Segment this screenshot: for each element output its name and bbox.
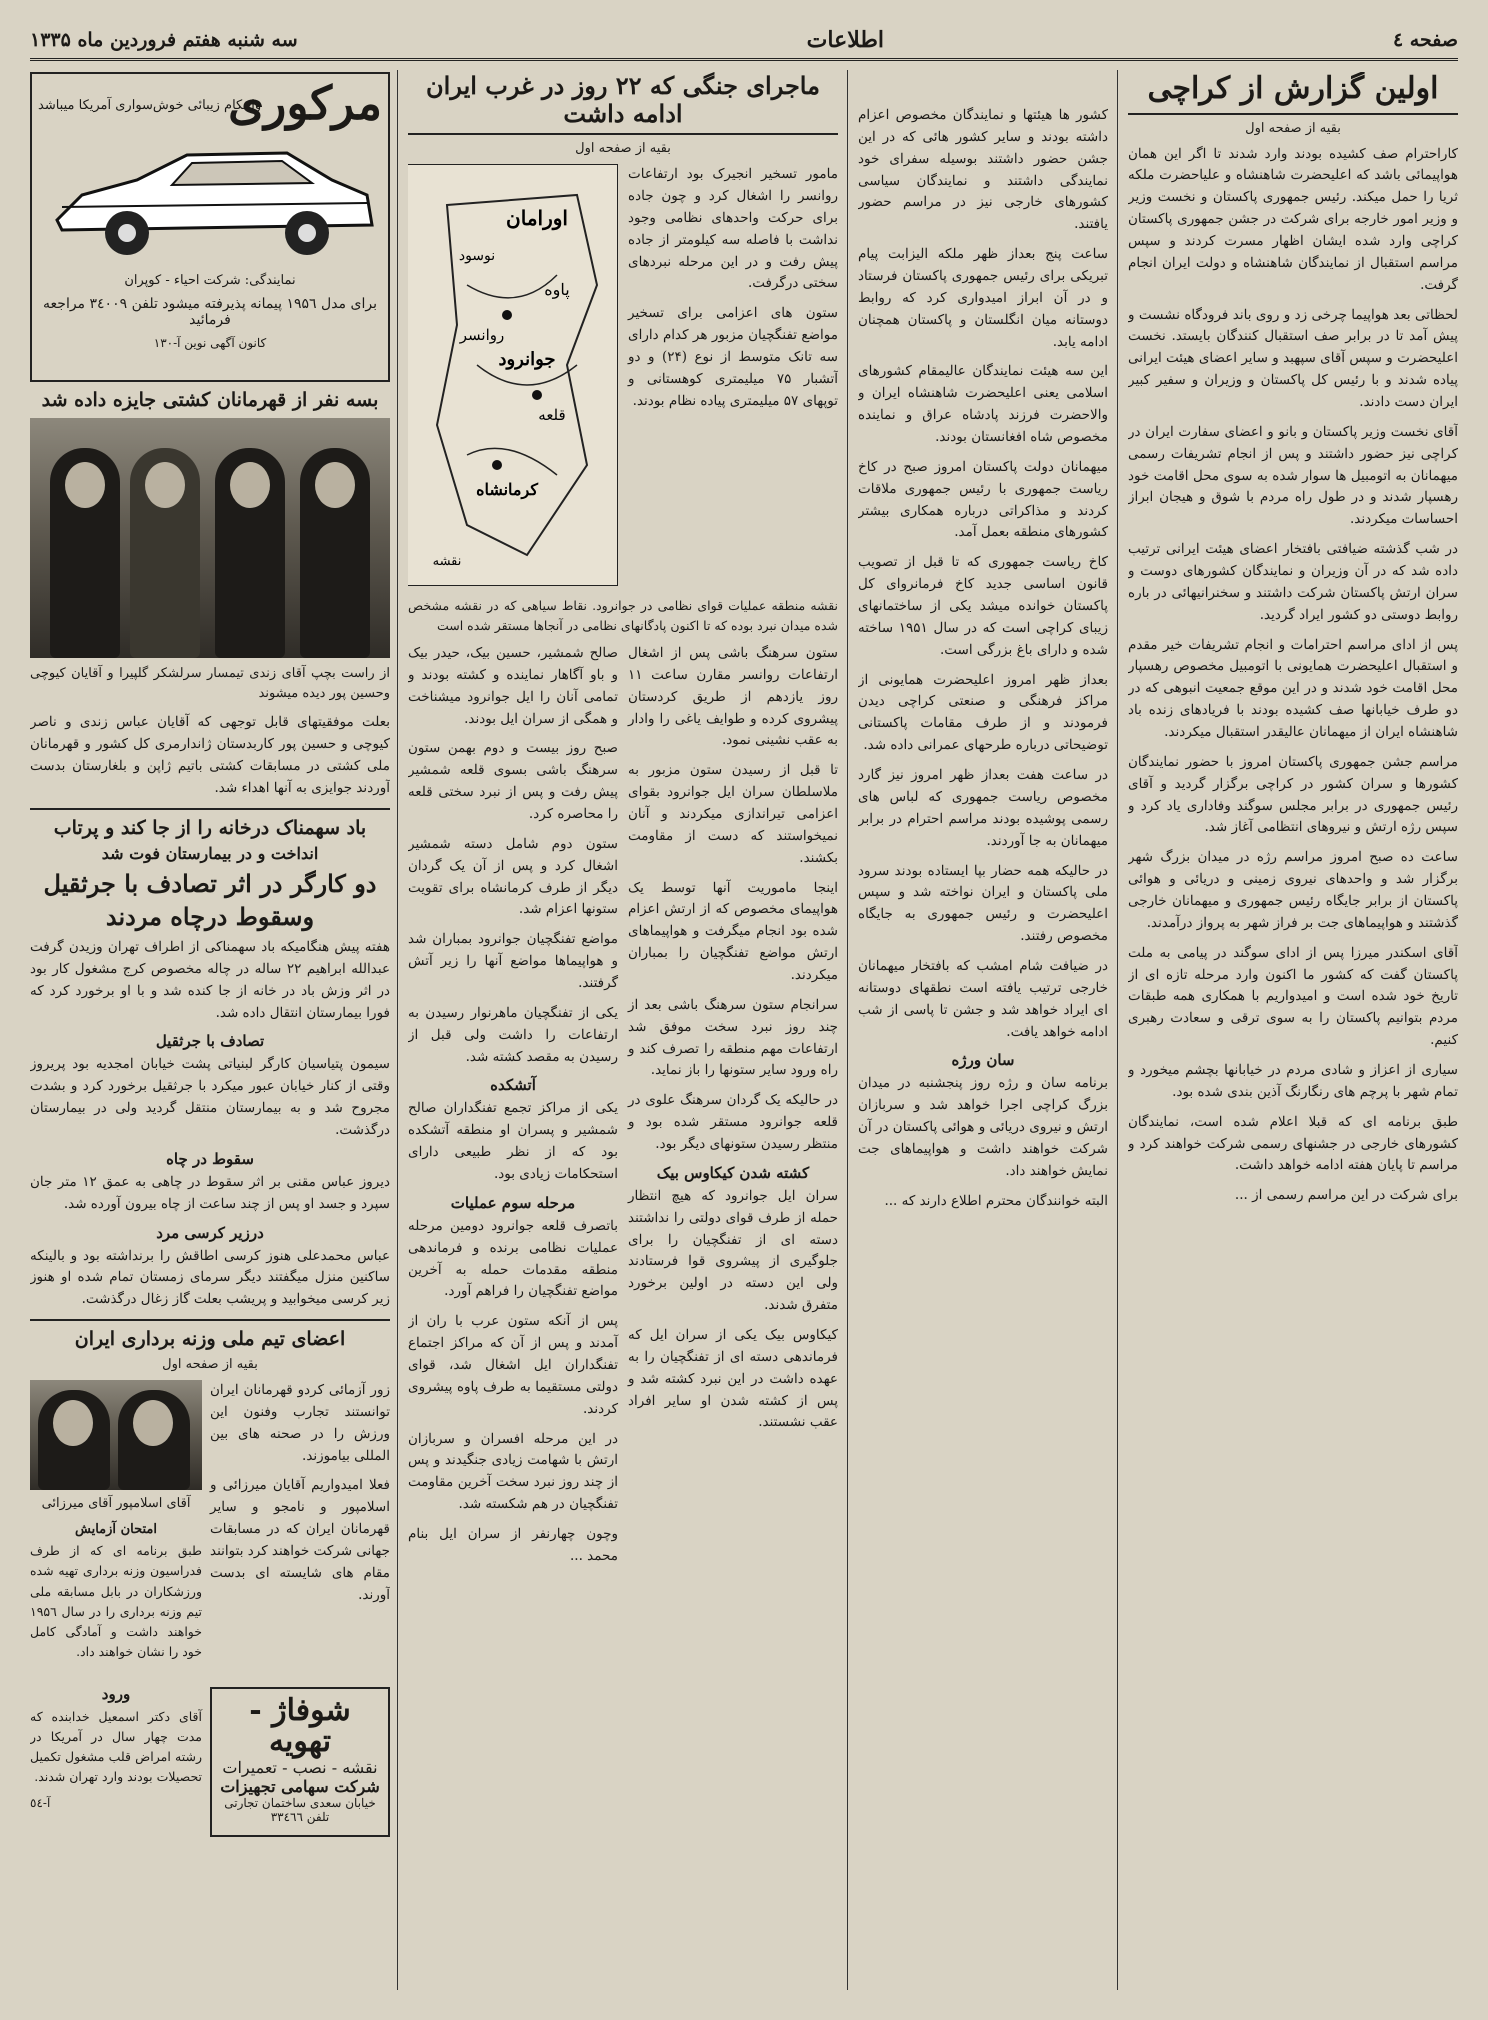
column-left [30, 72, 390, 1990]
karachi-paragraph: طبق برنامه ای که قبلا اعلام شده است، نمایندگان کشورهای خارجی در جشنهای رسمی شرکت خواهند کرد و مراسم تا پایان هفته ادامه خواهد داشت. [1128, 1113, 1458, 1174]
well-paragraph: دیروز عباس مقنی بر اثر سقوط در چاهی به عمق ۱۲ متر جان سپرد و جسد او پس از چند ساعت از چاه بیرون آورده شد. [30, 1173, 390, 1212]
war-paragraph: صبح روز بیست و دوم بهمن ستون سرهنگ باشی بسوی قلعه شمشیر پیش رفت و پس از نبرد سختی قلعه را محاصره کرد. [408, 740, 618, 822]
heating-ad-title: شوفاژ - تهویه [249, 1692, 351, 1760]
mercury-dealer: نمایندگی: شرکت احیاء - کوپران [124, 273, 296, 288]
map-dot [492, 460, 502, 470]
war-paragraph: کیکاوس بیک یکی از سران ایل که فرماندهی دسته ای از تفنگچیان را به عهده داشت در این نبرد کشته شد و پس از کشته شدن او سایر افراد عقب نشستند. [628, 1327, 838, 1431]
war-paragraph: ستون های اعزامی برای تسخیر مواضع تفنگچیان مزبور هر کدام دارای سه تانک متوسط از نوع (۲۴) و دو آتشبار ۷۵ میلیمتری کوهستانی و توپهای ۵۷ میلیمتری پیاده نظام بودند. [628, 305, 838, 409]
war-paragraph: سرانجام ستون سرهنگ باشی بعد از چند روز نبرد سخت موفق شد ارتفاعات مهم منطقه را تصرف کند و راه ورود سایر ستونها را باز نماید. [628, 996, 838, 1079]
karachi-paragraph: در ساعت هفت بعداز ظهر امروز نیز گارد مخصوص ریاست جمهوری که لباس های رسمی پوشیده بودند مراسم احترام در برابر میهمانان به جا آوردند. [858, 767, 1108, 849]
continued-label: بقیه از صفحه اول [162, 1357, 258, 1372]
karachi-paragraph: ساعت ده صبح امروز مراسم رژه در میدان بزرگ شهر برگزار شد و واحدهای نیروی زمینی و دریائی و هوائی پاکستان از برابر جایگاه رئیس جمهوری و میهمانان خارجی گذشتند و هواپیماهای جت بر فراز شهر به پرواز درآمدند. [1128, 849, 1458, 931]
subheading-well: سقوط در چاه [166, 1149, 254, 1168]
column-war-story [408, 72, 838, 1990]
heating-ad-services: نقشه - نصب - تعمیرات [222, 1757, 378, 1777]
map-label: نوسود [458, 248, 496, 265]
well-headline: وسقوط درچاه مردند [105, 902, 315, 932]
karachi-paragraph: البته خوانندگان محترم اطلاع دارند که ... [884, 1192, 1108, 1209]
map-label: پاوه [544, 280, 570, 300]
war-paragraph: باتصرف قلعه جوانرود دومین مرحله عملیات نظامی برنده و فرماندهی منطقه مقدمات حمله به آخرین مواضع تفنگچیان را فراهم آورد. [408, 1217, 618, 1300]
karachi-paragraph: در ضیافت شام امشب که بافتخار میهمانان خارجی ترتیب یافته است نطقهای دوستانه ای ایراد خواهد شد و جشن تا پاسی از شب ادامه خواهد یافت. [858, 957, 1108, 1040]
map-dot [502, 310, 512, 320]
mercury-order-info: برای مدل ۱۹۵٦ پیمانه پذیرفته میشود تلفن ۳٤۰۰۹ مراجعه فرمائید [43, 296, 377, 328]
war-paragraph: یکی از تفنگچیان ماهرنوار رسیدن به ارتفاعات را داشت ولی قبل از رسیدن به مقصد کشته شد. [408, 1004, 618, 1065]
map-caption: نقشه منطقه عملیات قوای نظامی در جوانرود. نقاط سیاهی که در نقشه مشخص شده میدان نبرد بوده که تا اکنون پادگانهای نظامی در آنجاها مستقر شده است [408, 598, 838, 633]
korsi-paragraph: عباس محمدعلی هنوز کرسی اطاقش را برنداشته بود و بالینکه ساکنین منزل میگفتند دیگر سرمای زمستان تمام شده او هنوز زیر کرسی میخوابید و پریشب بعلت گاز زغال درگذشت. [30, 1247, 390, 1308]
masthead [30, 22, 1458, 61]
map-label: روانسر [459, 326, 505, 345]
karachi-paragraph: سیاری از اعزاز و شادی مردم در خیابانها بچشم میخورد و تمام شهر با پرچم های رنگارنگ آذین بندی شده بود. [1128, 1062, 1458, 1100]
war-paragraph: در این مرحله افسران و سربازان ارتش با شهامت زیادی جنگیدند و پس از چند روز نبرد سخت آخرین مقاومت تفنگچیان در هم شکسته شد. [408, 1430, 618, 1513]
weightlifters-photo-caption: آقای اسلامپور آقای میرزائی [41, 1496, 191, 1511]
article-title-karachi: اولین گزارش از کراچی [1128, 72, 1458, 115]
war-paragraph: ستون سرهنگ باشی پس از اشغال ارتفاعات روانسر مقارن ساعت ۱۱ روز یازدهم از طریق کردستان پیشروی کرده و طوایف یاغی را وادار به عقب نشینی نمود. [628, 644, 838, 749]
war-paragraph: سران ایل جوانرود که هیچ انتظار حمله از طرف قوای دولتی را نداشتند دسته ای از تفنگچیان را برای جلوگیری از پیشروی قوا فرستادند ولی این دسته در اولین برخورد متفرق شدند. [628, 1187, 838, 1314]
karachi-paragraph: کشور ها هیئتها و نمایندگان مخصوص اعزام داشته بودند و سایر کشور هائی که در این جشن حضور داشتند بوسیله سفرای خود نمایندگی داشتند و نمایندگان سیاسی کشورهای خارجی نیز در مراسم حضور یافتند. [858, 107, 1108, 233]
weightlifting-paragraph: زور آزمائی کردو قهرمانان ایران توانستند تجارب وفنون این ورزش را در صحنه های بین المللی بیاموزند. [210, 1382, 390, 1464]
war-paragraph: وچون چهارنفر از سران ایل بنام محمد ... [408, 1526, 618, 1564]
war-paragraph: اینجا ماموریت آنها توسط یک هواپیمای مخصوص که از ارتش اعزام شده بود انجام میگرفت و هواپیماهای ارتش مواضع تفنگچیان را بمباران میکردند. [628, 879, 838, 983]
war-paragraph: پس از آنکه ستون عرب با ران از آمدند و پس از آن که مراکز اجتماع تفنگداران ایل اشغال شد، قوای دولتی مستقیما به طرف پاوه پیشروی کردند. [408, 1313, 618, 1417]
mercury-ad-code: کانون آگهی نوین آ-۱۳۰ [153, 336, 267, 350]
paper-name: اطلاعات [806, 27, 884, 53]
car-illustration [42, 125, 382, 275]
map-roads [467, 275, 577, 475]
subheading-test: امتحان آزمایش [75, 1522, 157, 1538]
crane-paragraph: سیمون پتیاسیان کارگر لبنیاتی پشت خیابان امجدیه بود پریروز وقتی از کنار خیابان عبور میکرد با جرثقیل برخورد کرد و بشدت مجروح شد و به بیمارستان منتقل گردید ولی در بیمارستان درگذشت. [30, 1056, 390, 1138]
map-label: نقشه [432, 554, 462, 570]
karachi-paragraph: ساعت پنج بعداز ظهر ملکه الیزابت پیام تبریکی برای رئیس جمهوری پاکستان فرستاد و در آن ابراز امیدواری کرد که روابط دوستانه میان انگلستان و پاکستان همچنان ادامه یابد. [858, 246, 1108, 350]
wrestlers-photo-caption: از راست بچپ آقای زندی تیمسار سرلشکر گلپیرا و آقایان کیوچی وحسین پور دیده میشوند [30, 665, 390, 701]
map-dot [532, 390, 542, 400]
war-paragraph: صالح شمشیر، حسین بیک، حیدر بیک و باو آگاهار نماینده و کشته بودند و تمامی آنان را ایل جوانرود میشناخت و همگی از سران ایل بودند. [408, 644, 618, 727]
war-subcolumn-right-lower [628, 643, 838, 1576]
weightlifters-photo [30, 1380, 202, 1490]
issue-date: سه شنبه هفتم فروردین ماه ۱۳۳۵ [30, 29, 298, 51]
war-paragraph: مواضع تفنگچیان جوانرود بمباران شد و هواپیماها مواضع آنها را زیر آتش گرفتند. [408, 931, 618, 991]
war-subcolumn-right [628, 164, 838, 590]
weightlifting-paragraph: فعلا امیدواریم آقایان میرزائی و اسلامپور و نامجو و سایر قهرمانان ایران که در مسابقات جهانی شرکت خواهند کرد بتوانند مقام های شایسته ای بدست آورند. [209, 1477, 390, 1603]
war-paragraph: یکی از مراکز تجمع تفنگداران صالح شمشیر و پسران او منطقه آتشکده بود که از نظر طبیعی دارای استحکامات زیادی بود. [408, 1100, 618, 1182]
crane-headline: دو کارگر در اثر تصادف با جرثقیل [43, 868, 377, 898]
weightlifting-title: اعضای تیم ملی وزنه برداری ایران [74, 1328, 346, 1351]
map-panel [408, 164, 618, 590]
heating-ad [210, 1687, 390, 1837]
section-heading-parade: سان ورژه [951, 1051, 1015, 1070]
subheading-atashkadeh: آتشکده [490, 1076, 536, 1095]
mercury-ad [30, 72, 390, 382]
war-paragraph: در حالیکه یک گردان سرهنگ علوی در قلعه جوانرود مستقر شده بود و منتظر رسیدن ستونهای دیگر بود. [628, 1092, 838, 1152]
war-paragraph: ستون دوم شامل دسته شمشیر اشغال کرد و پس از آن یک گردان دیگر از طرف کرمانشاه برای تقویت ستونها اعزام شد. [408, 835, 618, 918]
subheading-third-phase: مرحله سوم عملیات [450, 1193, 576, 1212]
column-rule [847, 70, 848, 1990]
map-label: قلعه [538, 406, 566, 425]
karachi-paragraph: میهمانان دولت پاکستان امروز صبح در کاخ ریاست جمهوری با رئیس جمهوری ملاقات کردند و مذاکراتی درباره همکاری بیشتر کشورهای منطقه بعمل آمد. [858, 458, 1108, 541]
subheading-crane: تصادف با جرثقیل [155, 1032, 265, 1051]
karachi-paragraph: آقای نخست وزیر پاکستان و بانو و اعضای سفارت ایران در کراچی نیز حضور داشتند و پس از انجام تشریفات رسمی میهمانان به اتومبیل ها سوار شده به سوی محل اقامت خود رهسپار شدند و در طول راه مردم با شوق و هیجان ابراز احساسات میکردند. [1128, 423, 1458, 528]
karachi-paragraph: برنامه سان و رژه روز پنجشنبه در میدان بزرگ کراچی اجرا خواهد شد و سربازان ارتش و نیروی دریائی و هوائی پاکستان در آن شرکت خواهند داشت و هواپیماهای جت نمایش خواهند داد. [858, 1075, 1108, 1179]
karachi-paragraph: در شب گذشته ضیافتی بافتخار اعضای هیئت ایرانی ترتیب داده شد که در آن وزیران و نمایندگان کشورهای دوست و سران ارتش پاکستان شرکت داشتند و سخنرانیهائی در باره روابط دوستی دو کشور ایراد گردید. [1128, 541, 1458, 623]
column-karachi [1128, 72, 1458, 1990]
war-paragraph: تا قبل از رسیدن ستون مزبور به ملاسلطان سران ایل جوانرود بقوای اعزامی تیراندازی میکردند و آنان نمیخواستند که دست از مقاومت بکشند. [628, 762, 838, 866]
karachi-paragraph: مراسم جشن جمهوری پاکستان امروز با حضور نمایندگان کشورها و سران کشور در کراچی برگزار گردید و آقای رئیس جمهوری در برابر مجلس سوگند وفاداری یاد کرد و سپس رژه ارتش و نیروهای انتظامی آغاز شد. [1128, 753, 1458, 836]
karachi-paragraph: آقای اسکندر میرزا پس از ادای سوگند در پیامی به ملت پاکستان گفت که کشور ما اکنون وارد مرحله تازه ای از تاریخ خود شده است و امیدواریم با همکاری همه طبقات مردم بتوانیم پاکستان را به سوی ترقی و سعادت رهبری کنیم. [1128, 944, 1458, 1049]
heating-ad-address: خیابان سعدی ساختمان تجارتی تلفن ۳۳٤٦٦ [224, 1795, 376, 1824]
war-paragraph: مامور تسخیر انجیرک بود ارتفاعات روانسر را اشغال کرد و چون جاده برای حرکت واحدهای نظامی وجود نداشت با فاصله سه کیلومتر از جاده پیش رفت و در این مرحله نبردهای سختی درگرفت. [628, 166, 838, 292]
arrival-paragraph: آقای دکتر اسمعیل خدابنده که مدت چهار سال در آمریکا در رشته امراض قلب مشغول تکمیل تحصیلات بودند وارد تهران شدند. [30, 1708, 202, 1785]
heating-ad-company: شرکت سهامی تجهیزات [220, 1776, 380, 1796]
karachi-paragraph: برای شرکت در این مراسم رسمی از ... [1234, 1187, 1458, 1204]
karachi-paragraph: پس از ادای مراسم احترامات و انجام تشریفات خیر مقدم و استقبال اعلیحضرت همایونی با اتومبیل مخصوص رهسپار محل اقامت خود شدند و در این موقع جمعیت انبوهی که در دو طرف خیابانها صف کشیده بودند با فریادهای زنده باد شاهنشاه ایران از میهمانان عالیقدر استقبال میکردند. [1128, 636, 1458, 740]
column-rule [397, 70, 398, 1990]
map-label: کرمانشاه [476, 480, 538, 500]
wind-headline: باد سهمناک درخانه را از جا کند و پرتاب [53, 816, 367, 839]
map-label: جوانرود [498, 349, 556, 371]
mercury-tagline: واحکام زیبائی خوش‌سواری آمریکا میباشد [38, 98, 262, 113]
karachi-paragraph: این سه هیئت نمایندگان عالیمقام کشورهای اسلامی یعنی اعلیحضرت شاهنشاه ایران و والاحضرت فرزند پادشاه عراق و نماینده مخصوص شاه افغانستان بودند. [858, 363, 1108, 446]
war-subcolumn-left [408, 643, 618, 1576]
karachi-paragraph: کاخ ریاست جمهوری که تا قبل از تصویب قانون اساسی جدید کاخ فرمانروای کل پاکستان خوانده میشد یکی از ساختمانهای زیبای کراچی است که در سال ۱۹۵۱ ساخته شده و دارای باغ بزرگی است. [858, 554, 1108, 658]
section-divider [30, 808, 390, 810]
mercury-brand: مرکوری [228, 76, 382, 130]
wrestlers-photo [30, 418, 390, 658]
karachi-paragraph: کاراحترام صف کشیده بودند وارد شدند تا اگر این همان هواپیمائی باشد که اعلیحضرت شاهنشاه و علیاحضرت ملکه ثریا را حمل میکند. رئیس جمهوری پاکستان و نخست وزیر و وزیر امور خارجه برای شرکت در جشن جمهوری پاکستان کراچی وارد شده ایشان اظهار مسرت کردند و سپس مراسم استقبال از نمایندگان شاهنشاه و دولت ایران انجام گرفت. [1128, 145, 1458, 293]
subheading-kaykavus: کشته شدن کیکاوس بیک [656, 1163, 810, 1182]
award-title: بسه نفر از قهرمانان کشتی جایزه داده شد [41, 389, 379, 411]
karachi-paragraph: در حالیکه همه حضار بپا ایستاده بودند سرود ملی پاکستان و ایران نواخته شد و سپس اعلیحضرت و رئیس جمهوری به جایگاه مخصوص رفتند. [858, 862, 1108, 945]
map-label: اورامان [506, 206, 568, 231]
column-rule [1117, 70, 1118, 1990]
test-paragraph: طبق برنامه ای که از طرف فدراسیون وزنه برداری تهیه شده ورزشکاران در بابل مسابقه ملی تیم وزنه برداری را در سال ۱۹۵٦ خواهند داشت و آمادگی کامل خود را نشان خواهند داد. [30, 1543, 202, 1660]
arrival-heading: ورود [101, 1684, 131, 1703]
campaign-map [408, 164, 618, 586]
continued-label: بقیه از صفحه اول [575, 141, 671, 157]
continued-label: بقیه از صفحه اول [1245, 120, 1341, 136]
award-paragraph: بعلت موفقیتهای قابل توجهی که آقایان عباس زندی و ناصر کیوچی و حسین پور کاربدستان ژاندارمری کل کشور و قهرمانان ملی کشتی در مسابقات کشتی باتیم ژاپن و بلغارستان بدست آوردند جوایزی به آنها اهداء شد. [30, 714, 390, 796]
wind-paragraph: هفته پیش هنگامیکه باد سهمناکی از اطراف تهران وزیدن گرفت عبدالله ابراهیم ۲۲ ساله در چاله مخصوص کرج مشغول کار بود در اثر وزش باد در خانه از جا کنده شد و با او برخورد کرد که فورا بیمارستان انتقال داده شد. [30, 938, 390, 1021]
karachi-paragraph: بعداز ظهر امروز اعلیحضرت همایونی از مراکز فرهنگی و صنعتی کراچی دیدن فرمودند و از طرف مقامات پاکستانی توضیحاتی درباره طرحهای عمرانی داده شد. [858, 671, 1108, 754]
arrival-code: آ-٥٤ [30, 1795, 51, 1810]
page-number: صفحه ٤ [1392, 29, 1458, 51]
karachi-paragraph: لحظاتی بعد هواپیما چرخی زد و روی باند فرودگاه نشست و پیش آمد تا در برابر صف استقبال کنندگان بایستد. نخست اعلیحضرت و سپس آقای سپهبد و سایر اعضای هیئت ایرانی پیاده شدند و با رئیس کل پاکستان و وزیران و سفیر کبیر ایران دست دادند. [1128, 306, 1458, 410]
subheading-korsi: درزیر کرسی مرد [156, 1223, 264, 1242]
article-title-war: ماجرای جنگی که ۲۲ روز در غرب ایران ادامه داشت [408, 72, 838, 135]
wind-headline-2: انداخت و در بیمارستان فوت شد [101, 844, 319, 864]
section-divider [30, 1319, 390, 1321]
column-karachi-continued [858, 105, 1108, 1990]
